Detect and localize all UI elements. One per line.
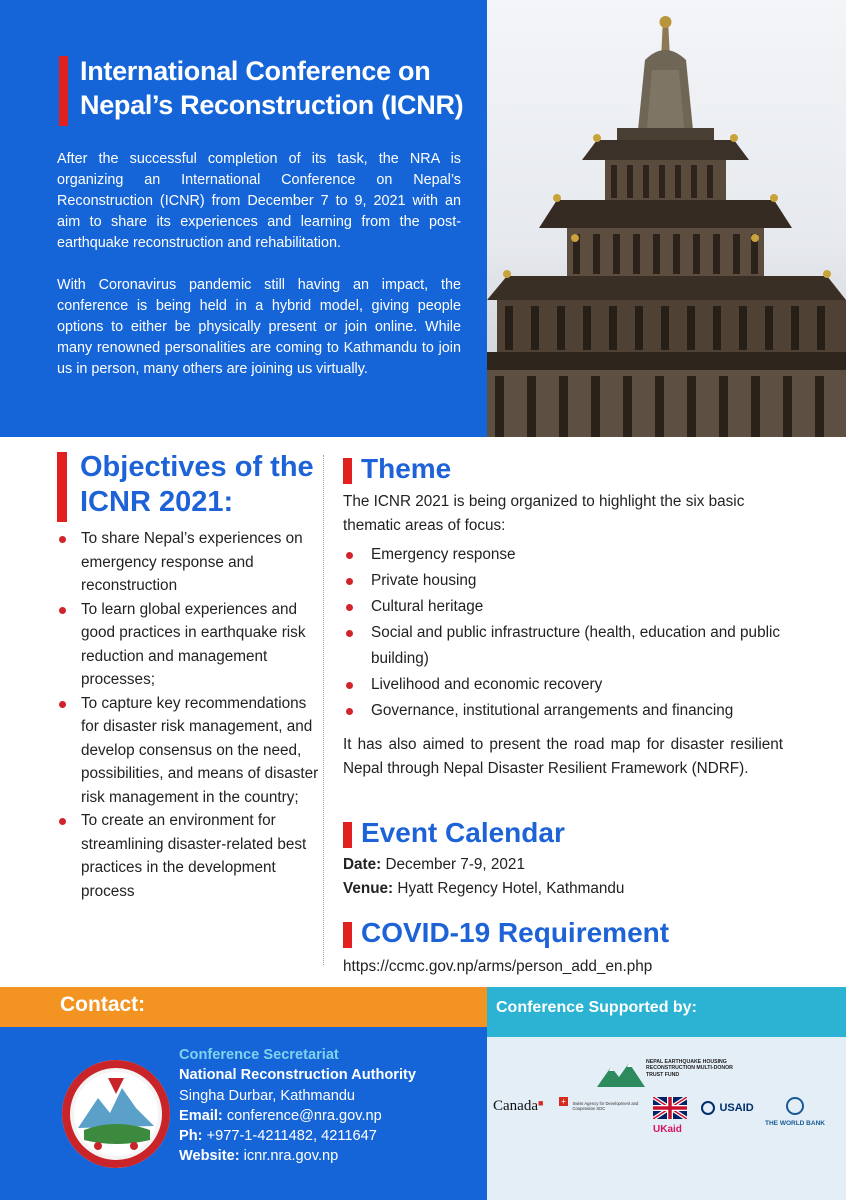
- objectives-accent-bar: [57, 452, 67, 522]
- canada-text: Canada: [493, 1098, 538, 1114]
- theme-heading: Theme: [361, 453, 452, 484]
- support-heading: Conference Supported by:: [496, 999, 697, 1016]
- temple-illustration: [487, 0, 846, 437]
- union-jack-icon: [653, 1097, 687, 1119]
- swiss-text: Swiss Agency for Development and Cooperation SDC: [572, 1101, 639, 1111]
- intro-paragraph-2: With Coronavirus pandemic still having an impact, the conference is being held in a hybrid model, giving people options to either be physically present or join online. While many renowned personalities are coming to Kathmandu to join us in person, many others are joining us virtually.: [57, 277, 461, 377]
- objective-item: To learn global experiences and good practices in earthquake risk reduction and management processes;: [57, 598, 319, 692]
- covid-heading: COVID-19 Requirement: [361, 917, 670, 948]
- calendar-date-row: [343, 853, 783, 877]
- date-label: Date:: [343, 856, 382, 873]
- contact-website-row: [179, 1146, 479, 1166]
- intro-text: [57, 149, 461, 380]
- usaid-seal-icon: [701, 1101, 715, 1115]
- theme-item: Private housing: [343, 568, 788, 594]
- contact-address: Singha Durbar, Kathmandu: [179, 1087, 356, 1104]
- worldbank-text: THE WORLD BANK: [765, 1120, 825, 1127]
- ukaid-text: UKaid: [653, 1124, 682, 1135]
- email-label: Email:: [179, 1107, 223, 1124]
- objectives-heading-line-1: Objectives of the: [80, 451, 314, 483]
- contact-org: National Reconstruction Authority: [179, 1067, 417, 1084]
- theme-accent-bar: [343, 458, 352, 484]
- theme-item: Governance, institutional arrangements and financing: [343, 698, 788, 724]
- contact-secretariat: Conference Secretariat: [179, 1047, 339, 1063]
- contact-heading: Contact:: [60, 993, 146, 1016]
- intro-paragraph-1: After the successful completion of its task, the NRA is organizing an International Conference on Nepal’s Reconstruction (ICNR) from December 7 to 9, 2021 with an aim to share its experiences and learning from the post-earthquake reconstruction and rehabilitation.: [57, 151, 461, 251]
- theme-item: Livelihood and economic recovery: [343, 672, 788, 698]
- maple-leaf-icon: ■: [537, 1098, 544, 1108]
- contact-email-row: [179, 1106, 479, 1126]
- title-line-1: International Conference on: [80, 56, 431, 86]
- swiss-logo: [559, 1097, 644, 1115]
- objective-item: To capture key recommendations for disaster risk management, and develop consensus on the need, possibilities, and means of disaster risk management in the country;: [57, 692, 319, 810]
- header-section: [0, 0, 846, 437]
- objectives-heading: [80, 450, 320, 520]
- nepal-emblem-logo: [58, 1058, 174, 1170]
- venue-value: Hyatt Regency Hotel, Kathmandu: [397, 879, 625, 897]
- website-label: Website:: [179, 1148, 240, 1165]
- theme-list: [343, 542, 788, 724]
- ukaid-logo: [653, 1097, 689, 1135]
- temple-photo: [487, 0, 846, 437]
- theme-item: Social and public infrastructure (health, education and public building): [343, 620, 788, 672]
- objective-item: To share Nepal’s experiences on emergency response and reconstruction: [57, 527, 319, 598]
- title-accent-bar: [59, 56, 68, 126]
- venue-label: Venue:: [343, 879, 394, 897]
- covid-link[interactable]: https://ccmc.gov.np/arms/person_add_en.php: [343, 958, 653, 975]
- usaid-logo: [701, 1099, 761, 1117]
- covid-accent-bar: [343, 922, 352, 948]
- theme-intro: The ICNR 2021 is being organized to highlight the six basic thematic areas of focus:: [343, 493, 745, 534]
- mdtf-text: NEPAL EARTHQUAKE HOUSING RECONSTRUCTION MULTI-DONOR TRUST FUND: [646, 1059, 733, 1078]
- title-line-2: Nepal’s Reconstruction (ICNR): [80, 90, 464, 120]
- theme-item: Emergency response: [343, 542, 788, 568]
- theme-item: Cultural heritage: [343, 594, 788, 620]
- theme-outro: It has also aimed to present the road map for disaster resilient Nepal through Nepal Disaster Resilient Framework (NDRF).: [343, 736, 783, 777]
- date-value: December 7-9, 2021: [385, 856, 525, 873]
- calendar-heading: Event Calendar: [361, 817, 565, 848]
- phone-value: +977-1-4211482, 4211647: [206, 1128, 377, 1145]
- email-link[interactable]: conference@nra.gov.np: [226, 1107, 382, 1124]
- phone-label: Ph:: [179, 1128, 203, 1145]
- globe-icon: [786, 1097, 804, 1115]
- calendar-venue-row: [343, 877, 783, 901]
- contact-phone-row: [179, 1126, 479, 1146]
- objectives-list: [57, 527, 319, 903]
- canada-logo: [493, 1098, 543, 1115]
- objectives-heading-line-2: ICNR 2021:: [80, 486, 234, 518]
- header-text-area: [0, 0, 487, 437]
- website-link[interactable]: icnr.nra.gov.np: [243, 1148, 339, 1165]
- usaid-text: USAID: [719, 1101, 754, 1114]
- calendar-details: [343, 853, 783, 900]
- supporter-logos: [487, 1037, 846, 1200]
- column-divider: [323, 455, 324, 965]
- worldbank-logo: [765, 1097, 825, 1127]
- objective-item: To create an environment for streamlining disaster-related best practices in the development process: [57, 809, 319, 903]
- mdtf-logo: [597, 1059, 733, 1089]
- calendar-accent-bar: [343, 822, 352, 848]
- page-title: [80, 54, 480, 122]
- contact-details: [179, 1045, 479, 1167]
- swiss-flag-icon: +: [559, 1097, 568, 1106]
